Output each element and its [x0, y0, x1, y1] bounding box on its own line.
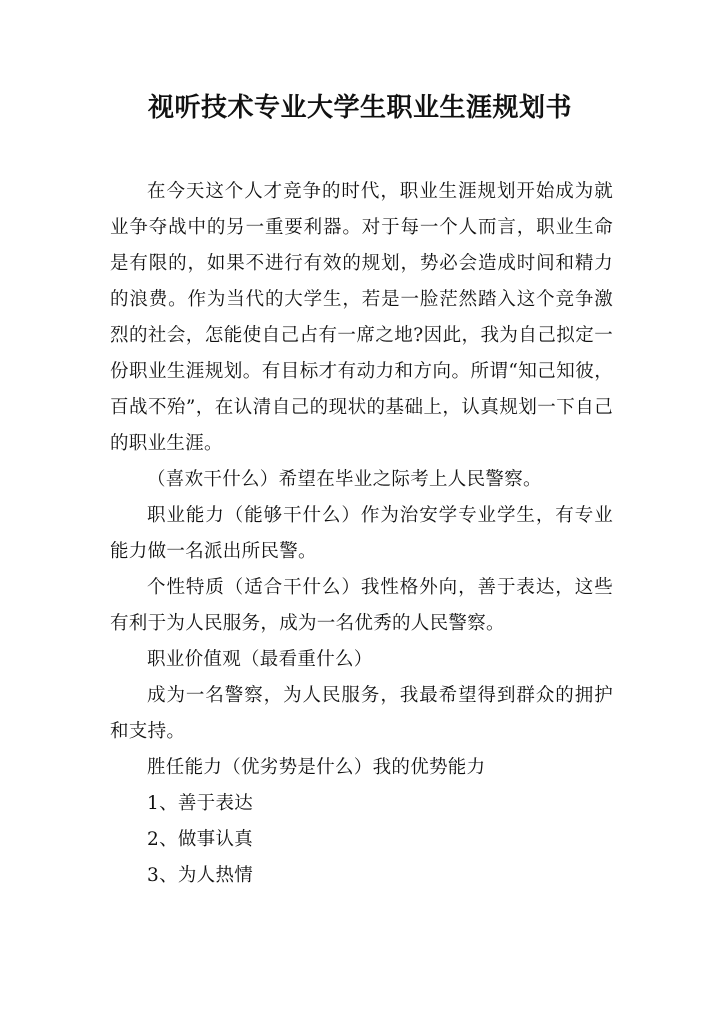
paragraph-competence: 胜任能力（优劣势是什么）我的优势能力: [147, 757, 486, 778]
paragraph-ability: 职业能力（能够干什么）作为治安学专业学生，有专业能力做一名派出所民警。: [110, 505, 613, 562]
paragraph-personality: 个性特质（适合干什么）我性格外向，善于表达，这些有利于为人民服务，成为一名优秀的人民警察。: [110, 577, 613, 634]
document-title: 视听技术专业大学生职业生涯规划书: [147, 93, 572, 123]
list-item: 3、为人热情: [147, 865, 254, 886]
paragraph-values-heading: 职业价值观（最看重什么）: [147, 649, 373, 670]
document-body: [110, 174, 613, 894]
list-item: 2、做事认真: [147, 829, 254, 850]
list-item: 1、善于表达: [147, 793, 254, 814]
paragraph-values: 成为一名警察，为人民服务，我最希望得到群众的拥护和支持。: [110, 685, 613, 742]
paragraph-intro: 在今天这个人才竞争的时代，职业生涯规划开始成为就业争夺战中的另一重要利器。对于每一个人而言，职业生命是有限的，如果不进行有效的规划，势必会造成时间和精力的浪费。作为当代的大学生，若是一脸茫然踏入这个竞争激烈的社会，怎能使自己占有一席之地?因此，我为自己拟定一份职业生涯规划。有目标才有动力和方向。所谓“知己知彼，百战不殆”，在认清自己的现状的基础上，认真规划一下自己的职业生涯。: [110, 181, 613, 454]
paragraph-interest: （喜欢干什么）希望在毕业之际考上人民警察。: [147, 469, 542, 490]
